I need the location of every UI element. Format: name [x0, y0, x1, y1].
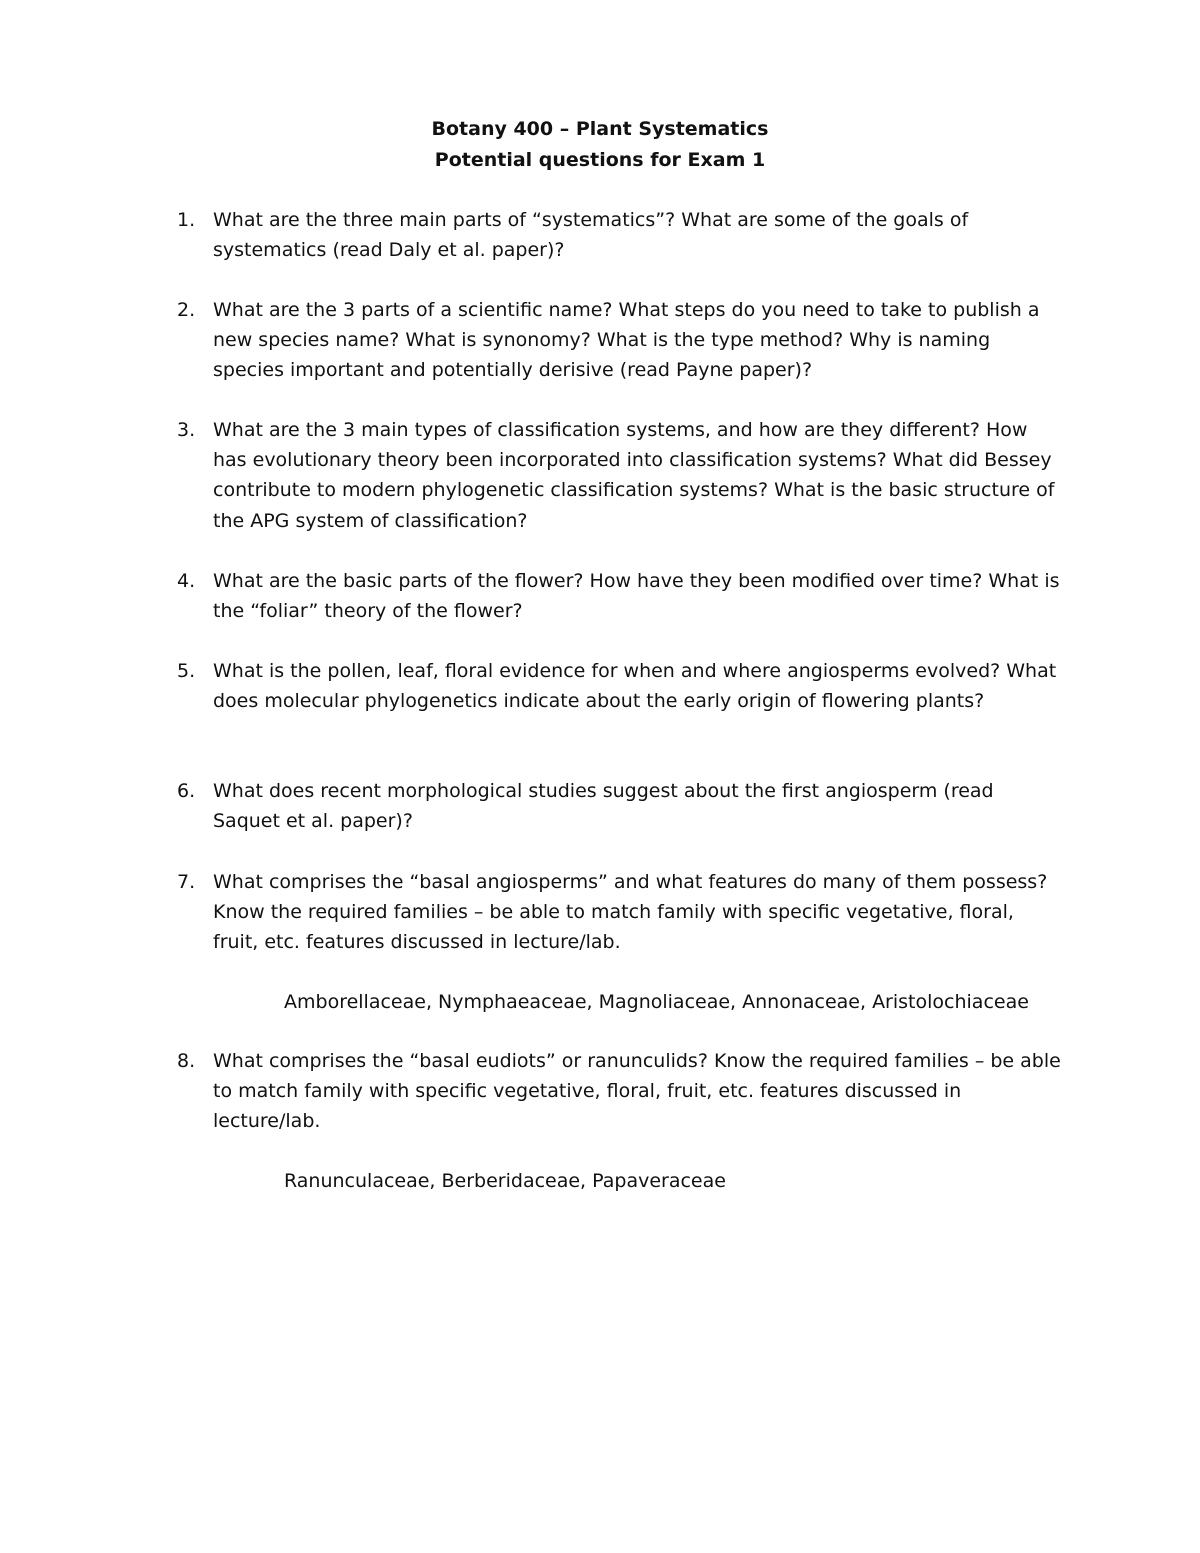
question-number: 1. [177, 209, 196, 231]
question-text: What are the 3 parts of a scientific name? What steps do you need to take to publish a new species name? What is synonomy? What is the type method? Why is naming species important and potentially derisive (read Payne paper)? [213, 299, 1040, 382]
question-item-5 [177, 656, 1057, 716]
question-item-3 [177, 415, 1057, 536]
question-item-4 [177, 566, 1060, 626]
question-text: What does recent morphological studies suggest about the first angiosperm (read Saquet et al. paper)? [213, 780, 994, 833]
question-number: 6. [177, 780, 196, 802]
family-list-basal-eudicots: Ranunculaceae, Berberidaceae, Papaveraceae [284, 1170, 726, 1192]
question-number: 2. [177, 299, 196, 321]
document-title: Botany 400 – Plant Systematics [431, 118, 769, 140]
question-text: What are the three main parts of “systematics”? What are some of the goals of systematics (read Daly et al. paper)? [213, 209, 969, 262]
question-text: What are the basic parts of the flower? How have they been modified over time? What is the “foliar” theory of the flower? [213, 570, 1060, 623]
question-item-1 [177, 205, 1057, 265]
question-item-2 [177, 295, 1057, 386]
question-number: 4. [177, 570, 196, 592]
question-number: 8. [177, 1050, 196, 1072]
question-number: 5. [177, 660, 196, 682]
question-item-6 [177, 776, 1057, 836]
question-item-8 [177, 1046, 1061, 1137]
document-subtitle: Potential questions for Exam 1 [434, 149, 766, 171]
question-text: What are the 3 main types of classification systems, and how are they different? How has evolutionary theory been incorporated into classification systems? What did Bessey contribute to modern phylogenetic classification systems? What is the basic structure of the APG system of classification? [213, 419, 1055, 532]
question-number: 7. [177, 871, 196, 893]
question-text: What comprises the “basal eudiots” or ranunculids? Know the required families – be able to match family with specific vegetative, floral, fruit, etc. features discussed in lecture/lab. [213, 1050, 1061, 1133]
question-text: What is the pollen, leaf, floral evidence for when and where angiosperms evolved? What does molecular phylogenetics indicate about the early origin of flowering plants? [213, 660, 1057, 713]
family-list-basal-angiosperms: Amborellaceae, Nymphaeaceae, Magnoliaceae, Annonaceae, Aristolochiaceae [284, 991, 1029, 1013]
question-text: What comprises the “basal angiosperms” and what features do many of them possess? Know the required families – be able to match family with specific vegetative, floral, fruit, etc. features discussed in lecture/lab. [213, 871, 1048, 954]
question-item-7 [177, 867, 1057, 958]
document-header [0, 114, 1200, 176]
question-number: 3. [177, 419, 196, 441]
